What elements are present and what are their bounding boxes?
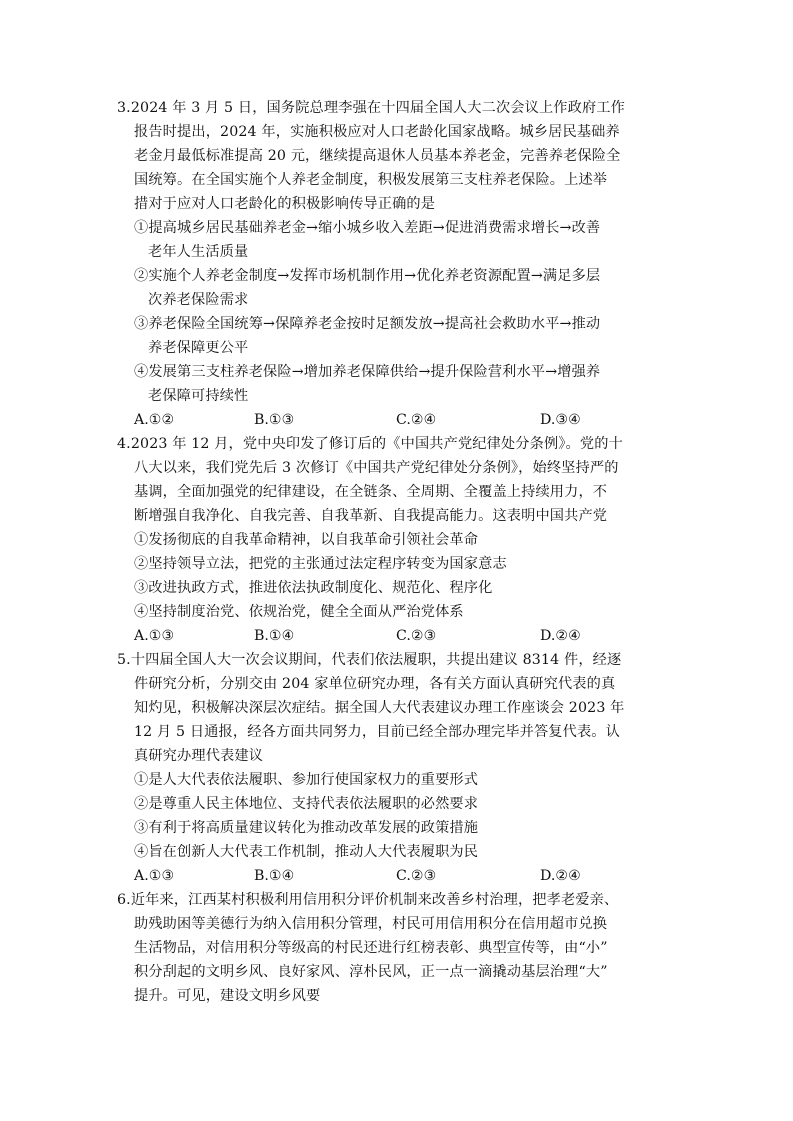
question-3-choice-2-cont: 次养老保险需求	[148, 292, 249, 308]
option-c[interactable]: C.②③	[396, 628, 437, 644]
question-5-stem-line: 5.十四届全国人大一次会议期间，代表们依法履职，共提出建议 8314 件，经逐	[117, 652, 622, 668]
option-a[interactable]: A.①③	[134, 868, 175, 884]
question-3-choice-4: ④发展第三支柱养老保险→增加养老保障供给→提升保险营利水平→增强养	[134, 364, 601, 380]
question-3-choice-4-cont: 老保障可持续性	[148, 388, 249, 404]
question-4-stem-line: 八大以来，我们党先后 3 次修订《中国共产党纪律处分条例》，始终坚持严的	[134, 460, 619, 476]
question-5-choice-1: ①是人大代表依法履职、参加行使国家权力的重要形式	[134, 772, 479, 788]
option-a[interactable]: A.①③	[134, 628, 175, 644]
question-3-stem-line: 3.2024 年 3 月 5 日，国务院总理李强在十四届全国人大二次会议上作政府工作	[117, 100, 625, 116]
option-a[interactable]: A.①②	[134, 412, 175, 428]
question-5-stem-line: 真研究办理代表建议	[134, 748, 264, 764]
question-4-choice-1: ①发扬彻底的自我革命精神，以自我革命引领社会革命	[134, 532, 479, 548]
question-5-choice-3: ③有利于将高质量建议转化为推动改革发展的政策措施	[134, 820, 479, 836]
question-3-choice-3-cont: 养老保障更公平	[148, 340, 249, 356]
question-4-choice-4: ④坚持制度治党、依规治党，健全全面从严治党体系	[134, 604, 464, 620]
question-5-options	[134, 864, 654, 888]
question-4-choice-2: ②坚持领导立法，把党的主张通过法定程序转变为国家意志	[134, 556, 507, 572]
question-3-choice-1: ①提高城乡居民基础养老金→缩小城乡收入差距→促进消费需求增长→改善	[134, 220, 601, 236]
question-5-stem-line: 件研究分析，分别交由 204 家单位研究办理，各有关方面认真研究代表的真	[134, 676, 616, 692]
question-4-stem-line: 4.2023 年 12 月，党中央印发了修订后的《中国共产党纪律处分条例》。党的十	[117, 436, 623, 452]
option-c[interactable]: C.②④	[396, 412, 437, 428]
question-4-choice-3: ③改进执政方式，推进依法执政制度化、规范化、程序化	[134, 580, 493, 596]
option-b[interactable]: B.①③	[254, 412, 295, 428]
question-3-choice-1-cont: 老年人生活质量	[148, 244, 249, 260]
question-4-stem-line: 基调，全面加强党的纪律建设，在全链条、全周期、全覆盖上持续用力，不	[134, 484, 608, 500]
question-6-stem-line: 生活物品，对信用积分等级高的村民还进行红榜表彰、典型宣传等，由“小”	[134, 940, 608, 956]
option-c[interactable]: C.②③	[396, 868, 437, 884]
option-d[interactable]: D.②④	[540, 868, 581, 884]
question-5-choice-2: ②是尊重人民主体地位、支持代表依法履职的必然要求	[134, 796, 479, 812]
question-6-stem-line: 助残助困等美德行为纳入信用积分管理，村民可用信用积分在信用超市兑换	[134, 916, 608, 932]
question-5-stem-line: 知灼见，积极解决深层次症结。据全国人大代表建议办理工作座谈会 2023 年	[134, 700, 625, 716]
question-4-options	[134, 624, 654, 648]
question-3-stem-line: 国统筹。在全国实施个人养老金制度，积极发展第三支柱养老保险。上述举	[134, 172, 608, 188]
question-5-stem-line: 12 月 5 日通报，经各方面共同努力，目前已经全部办理完毕并答复代表。认	[134, 724, 620, 740]
question-4-stem-line: 断增强自我净化、自我完善、自我革新、自我提高能力。这表明中国共产党	[134, 508, 608, 524]
option-d[interactable]: D.③④	[540, 412, 581, 428]
question-5-choice-4: ④旨在创新人大代表工作机制，推动人大代表履职为民	[134, 844, 479, 860]
question-3-choice-3: ③养老保险全国统筹→保障养老金按时足额发放→提高社会救助水平→推动	[134, 316, 601, 332]
question-3-choice-2: ②实施个人养老金制度→发挥市场机制作用→优化养老资源配置→满足多层	[134, 268, 601, 284]
option-b[interactable]: B.①④	[254, 868, 295, 884]
question-3-stem-line: 措对于应对人口老龄化的积极影响传导正确的是	[134, 196, 436, 212]
option-d[interactable]: D.②④	[540, 628, 581, 644]
option-b[interactable]: B.①④	[254, 628, 295, 644]
question-3-stem-line: 报告时提出，2024 年，实施积极应对人口老龄化国家战略。城乡居民基础养	[134, 124, 620, 140]
question-6-stem-line: 提升。可见，建设文明乡风要	[134, 988, 321, 1004]
question-6-stem-line: 积分刮起的文明乡风、良好家风、淳朴民风，正一点一滴撬动基层治理“大”	[134, 964, 608, 980]
question-3-options	[134, 408, 654, 432]
question-6-stem-line: 6.近年来，江西某村积极利用信用积分评价机制来改善乡村治理，把孝老爱亲、	[117, 892, 619, 908]
question-3-stem-line: 老金月最低标准提高 20 元，继续提高退休人员基本养老金，完善养老保险全	[134, 148, 621, 164]
